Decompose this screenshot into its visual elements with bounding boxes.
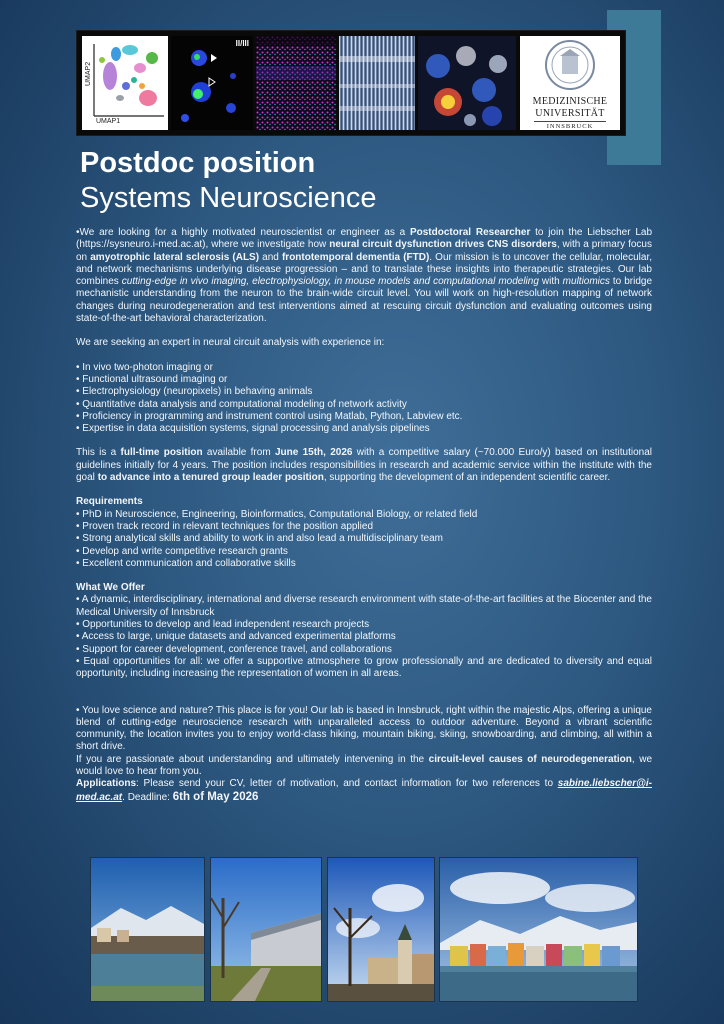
passion-paragraph [76, 754, 652, 779]
closing-bold-topic: circuit-level causes of neurodegeneration [428, 753, 632, 765]
innsbruck-riverside-houses-photo [439, 857, 638, 1002]
applications-label: Applications [76, 778, 137, 790]
intro-italic-multiomics: multiomics [562, 276, 610, 288]
intro-text: , with a primary focus on [76, 239, 652, 263]
position-paragraph [76, 447, 652, 484]
cortex-section-image [256, 36, 336, 130]
fluorescence-cells-image [171, 36, 253, 130]
intro-bold-als: amyotrophic lateral sclerosis (ALS) [90, 251, 260, 263]
deadline-date: 6th of May 2026 [172, 790, 259, 803]
logo-text-line-1: MEDIZINISCHE [532, 96, 608, 107]
header-image-strip [76, 30, 626, 136]
requirements-heading: Requirements [76, 496, 143, 508]
intro-text: to join the Liebscher Lab (https://sysneuro.i-med.ac.at), where we investigate how [76, 227, 653, 251]
intro-paragraph [76, 227, 652, 325]
list-item: • Opportunities to develop and lead independent research projects [76, 619, 370, 631]
list-item: • Proficiency in programming and instrument control using Matlab, Python, Labview etc. [76, 410, 463, 422]
list-item: • Quantitative data analysis and computational modeling of network activity [76, 398, 407, 410]
closing-text: , we would love to hear from you. [76, 753, 653, 777]
umap-plot-image [82, 36, 168, 130]
location-paragraph: • You love science and nature? This place is for you! Our lab is based in Innsbruck, right within the majestic Alps, offering a unique blend of cutting-edge neuroscience research with unparalleled access to outdoor adventure. Beyond a vibrant scientific community, the location invites you to enjoy world-class hiking, mountain biking, skiing, snowboarding, and climbing, all within a short drive. [76, 704, 652, 753]
list-item: • Excellent communication and collaborative skills [76, 557, 296, 569]
list-item: • Develop and write competitive research grants [76, 545, 288, 557]
logo-text-line-3: INNSBRUCK [546, 123, 594, 130]
body-text [76, 227, 652, 804]
list-item: • PhD in Neuroscience, Engineering, Bioinformatics, Computational Biology, or related field [76, 508, 478, 520]
university-logo [520, 36, 620, 130]
applications-text: : Please send your CV, letter of motivation, and contact information for two references to [136, 778, 558, 790]
layer-label: II/III [235, 39, 249, 48]
requirements-list [76, 509, 652, 570]
list-item: • Functional ultrasound imaging or [76, 373, 228, 385]
deadline-text: . Deadline: [122, 791, 173, 803]
offer-heading: What We Offer [76, 582, 145, 594]
umap-x-label: UMAP1 [96, 118, 121, 125]
imaging-heatmap-image [418, 36, 516, 130]
list-item: • Expertise in data acquisition systems, signal processing and analysis pipelines [76, 423, 430, 435]
list-item: • Access to large, unique datasets and advanced experimental platforms [76, 631, 396, 643]
list-item: • Proven track record in relevant techniques for the position applied [76, 520, 374, 532]
neural-activity-raster-image [339, 36, 415, 130]
intro-text: •We are looking for a highly motivated neuroscientist or engineer as a [76, 227, 410, 238]
intro-text: with [538, 276, 563, 288]
page-subtitle: Systems Neuroscience [80, 182, 377, 214]
intro-text: and [259, 251, 282, 263]
list-item: • Equal opportunities for all: we offer a supportive atmosphere to grow professionally and are dedicated to diversity and equal opportunity, including increasing the representation of women in all areas. [76, 655, 652, 680]
list-item: • Support for career development, conference travel, and collaborations [76, 643, 392, 655]
position-text: This is a [76, 447, 121, 459]
contact-email-link[interactable]: sabine.liebscher@i-med.ac.at [76, 778, 652, 803]
intro-bold-role: Postdoctoral Researcher [409, 227, 531, 238]
intro-italic-methods: cutting-edge in vivo imaging, electrophysiology, in mouse models and computational modeling [121, 276, 539, 288]
seeking-lead: We are seeking an expert in neural circuit analysis with experience in: [76, 337, 385, 349]
intro-bold-ftd: frontotemporal dementia (FTD) [281, 251, 430, 263]
old-town-photo [327, 857, 435, 1002]
offer-list [76, 594, 652, 680]
list-item: • Strong analytical skills and ability to work in and also lead a multidisciplinary team [76, 533, 444, 545]
closing-text: If you are passionate about understanding and ultimately intervening in the [76, 753, 429, 765]
position-bold-goal: to advance into a tenured group leader position [97, 472, 324, 484]
seeking-list [76, 362, 652, 436]
position-text: available from [202, 447, 275, 459]
intro-bold-topic: neural circuit dysfunction drives CNS disorders [329, 239, 557, 251]
list-item: • Electrophysiology (neuropixels) in behaving animals [76, 386, 313, 398]
page-title: Postdoc position [80, 147, 316, 179]
position-bold-start-date: June 15th, 2026 [274, 447, 353, 459]
intro-text: . Our mission is to uncover the cellular, molecular, and network mechanisms underlying disease progression – and to translate these insights into therapeutic strategies. Our lab combines [76, 251, 653, 288]
innsbruck-river-photo [90, 857, 205, 1002]
position-text: with a competitive salary (~70.000 Euro/y) based on institutional guidelines initially for 4 years. The position includes responsibilities in research and academic service within the institute with the goal [76, 447, 653, 484]
logo-text-line-2: UNIVERSITÄT [535, 108, 605, 119]
list-item: • A dynamic, interdisciplinary, international and diverse research environment with state-of-the-art facilities at the Biocenter and the Medical University of Innsbruck [76, 594, 652, 618]
list-item: • In vivo two-photon imaging or [76, 361, 213, 373]
position-text: , supporting the development of an independent scientific career. [323, 472, 611, 484]
campus-building-photo [210, 857, 322, 1002]
applications-paragraph [76, 778, 652, 804]
position-bold-fulltime: full-time position [120, 447, 203, 459]
logo-rule [534, 121, 606, 122]
umap-y-label: UMAP2 [85, 61, 92, 86]
intro-text: to bridge mechanistic understanding from the neuron to the brain-wide circuit level. You will work on high-resolution mapping of network changes during neurodegeneration and test interventions aimed at rescuing circuit dysfunction and evaluating outcomes using state-of-the-art behavioral characterization. [76, 276, 653, 325]
